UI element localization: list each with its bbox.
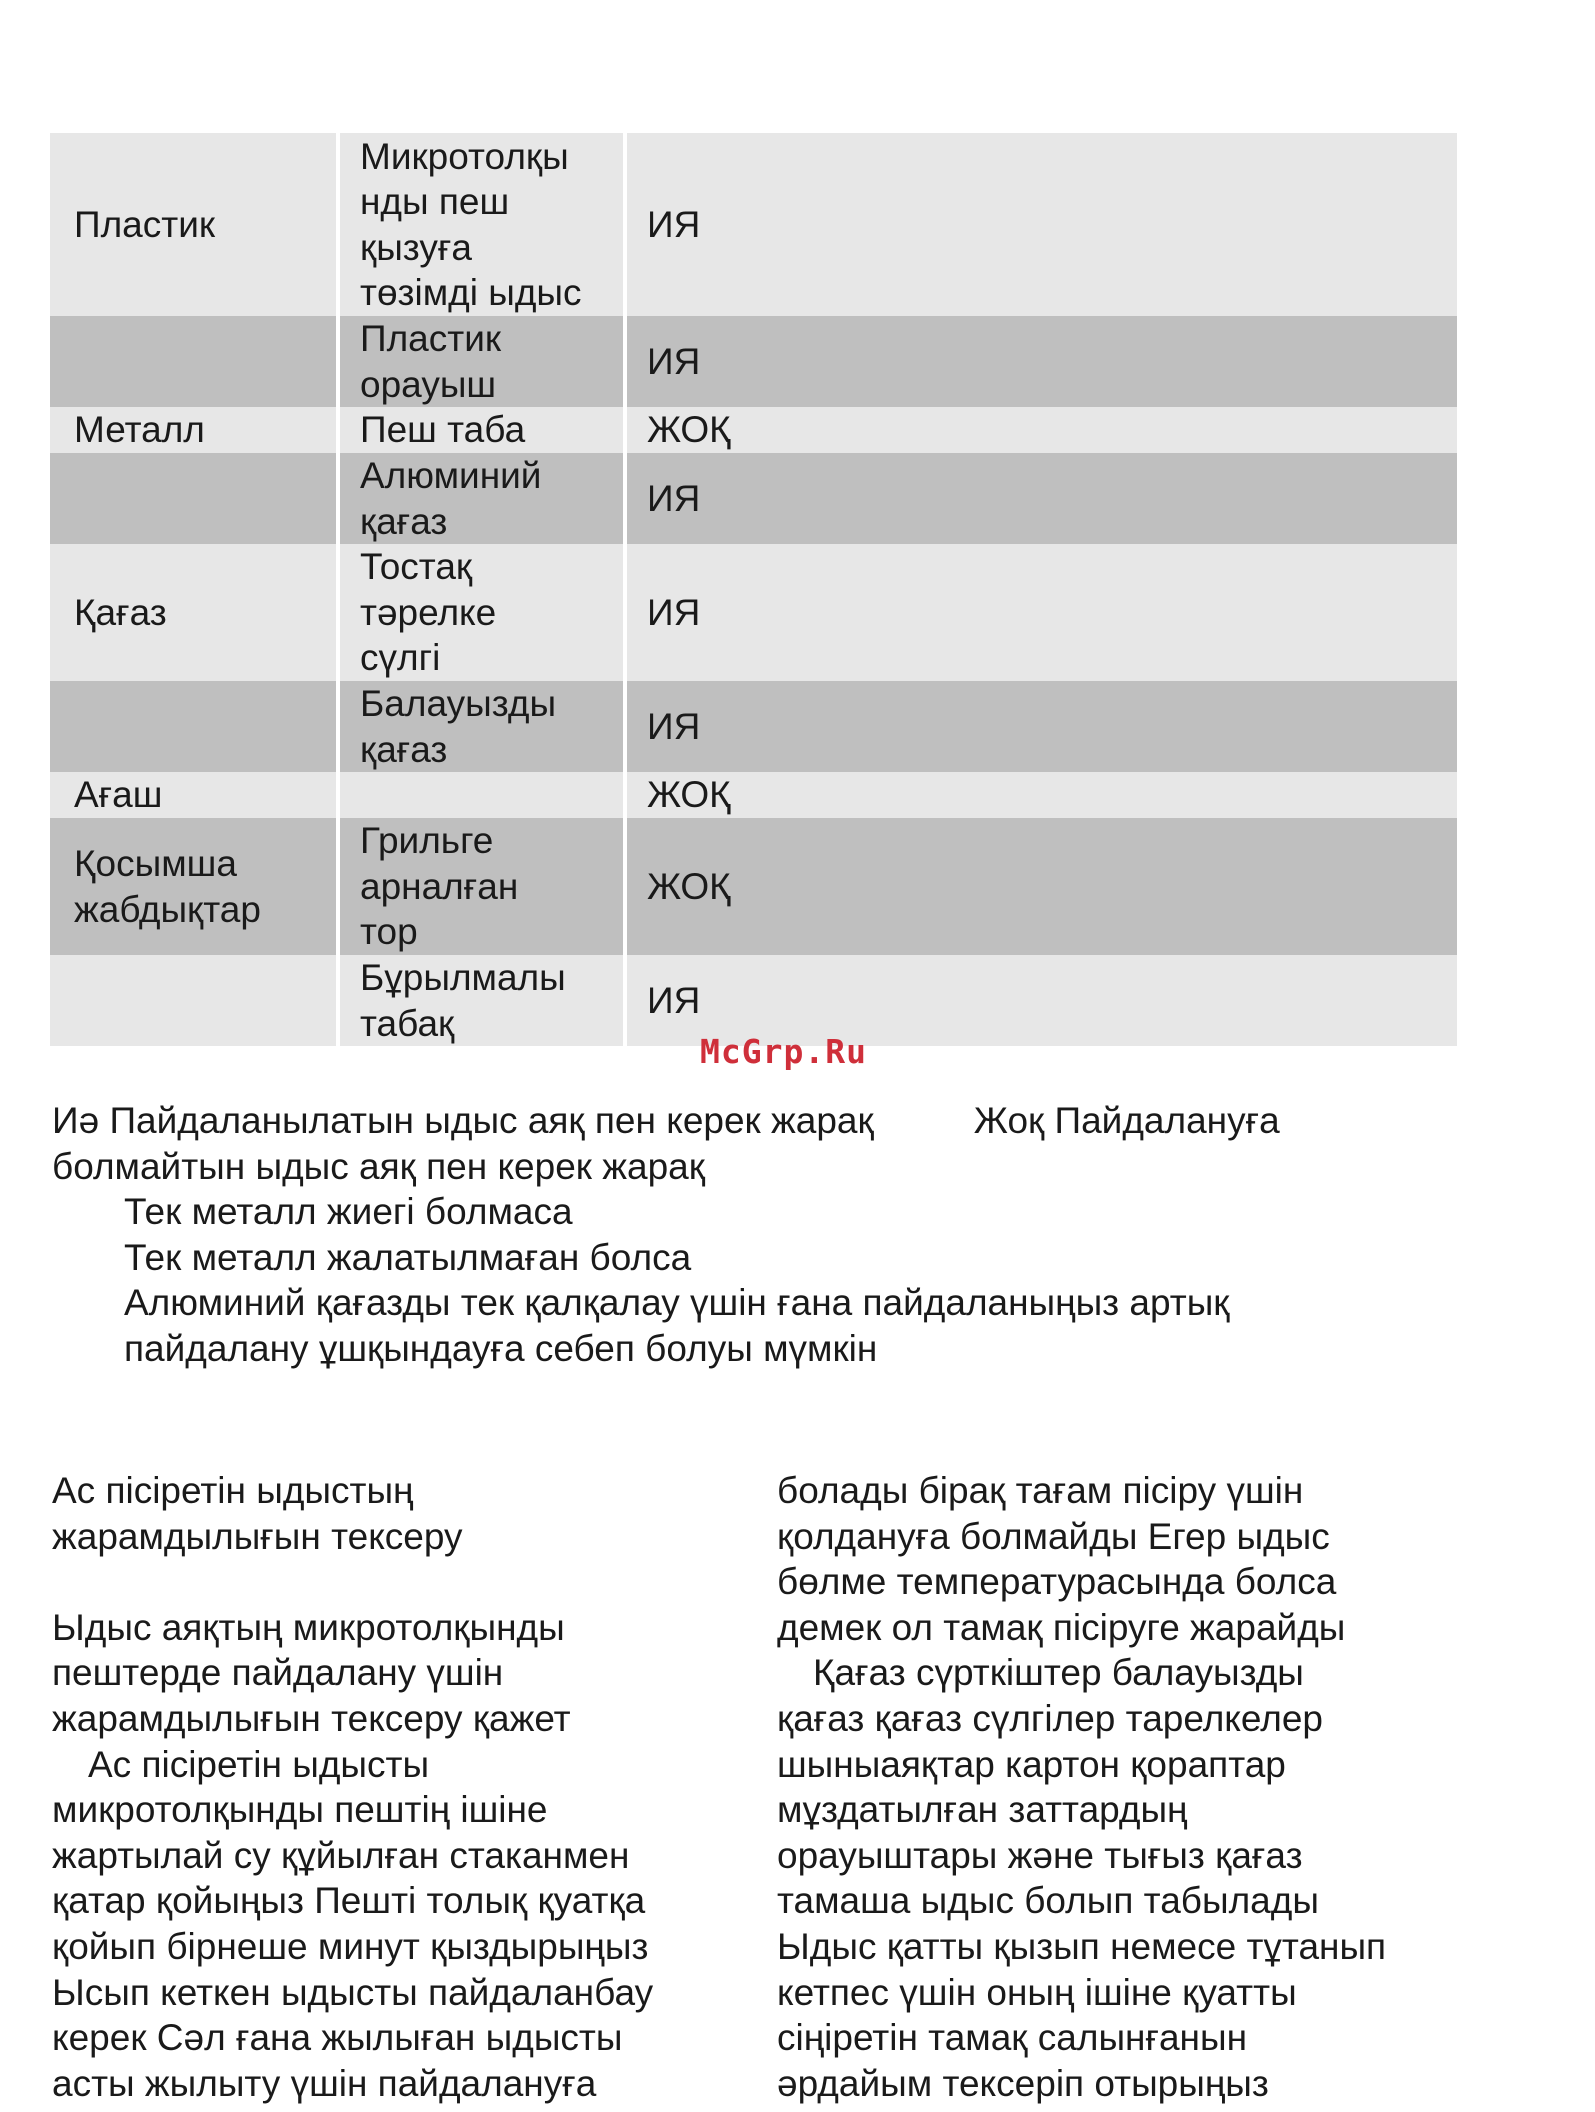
item-cell: Грильге арналған тор xyxy=(340,818,627,955)
item-cell: Пеш таба xyxy=(340,407,627,453)
material-cell: Металл xyxy=(50,407,340,453)
item-cell: Тостақ тәрелке сүлгі xyxy=(340,544,627,681)
paragraph-line: қатар қойыңыз Пешті толық қуатқа xyxy=(52,1880,646,1922)
paragraph-line: Ысып кеткен ыдысты пайдаланбау xyxy=(52,1971,654,2013)
paragraph-line: қолдануға болмайды Егер ыдыс xyxy=(777,1515,1330,1557)
paragraph-line: болады бірақ тағам пісіру үшін xyxy=(777,1470,1304,1511)
legend-no-text: Жоқ Пайдалануға xyxy=(973,1100,1280,1141)
paragraph-line: бөлме температурасында болса xyxy=(777,1561,1337,1603)
section-heading: жарамдылығын тексеру xyxy=(52,1515,463,1557)
table-row xyxy=(50,544,1457,681)
answer-cell: ЖОҚ xyxy=(627,772,1457,818)
material-cell xyxy=(50,681,340,772)
paragraph-line: демек ол тамақ пісіруге жарайды xyxy=(777,1606,1346,1648)
site-watermark: McGrp.Ru xyxy=(700,1032,867,1071)
legend-note: пайдалану ұшқындауға себеп болуы мүмкін xyxy=(124,1327,878,1369)
item-cell: Балауызды қағаз xyxy=(340,681,627,772)
paragraph-line: Ас пісіретін ыдысты xyxy=(88,1743,430,1785)
material-cell xyxy=(50,955,340,1046)
item-cell: Микротолқы нды пеш қызуға төзімді ыдыс xyxy=(340,133,627,316)
cookware-table xyxy=(50,133,1457,1046)
paragraph-line: кетпес үшін оның ішіне қуатты xyxy=(777,1971,1297,2013)
right-text-column xyxy=(777,1468,1477,2106)
legend-block xyxy=(52,1098,1452,1371)
item-cell: Алюминий қағаз xyxy=(340,453,627,544)
material-cell xyxy=(50,453,340,544)
item-cell xyxy=(340,772,627,818)
paragraph-line: Қағаз сүрткіштер балауызды xyxy=(813,1652,1304,1694)
paragraph-line: керек Сәл ғана жылыған ыдысты xyxy=(52,2017,623,2059)
legend-note: Алюминий қағазды тек қалқалау үшін ғана пайдаланыңыз артық xyxy=(124,1282,1230,1323)
paragraph-line: асты жылыту үшін пайдалануға xyxy=(52,2062,597,2104)
paragraph-line: сіңіретін тамақ салынғанын xyxy=(777,2017,1247,2059)
paragraph-line: Ыдыс аяқтың микротолқынды xyxy=(52,1606,565,1648)
item-cell: Пластик орауыш xyxy=(340,316,627,407)
legend-line xyxy=(52,1098,1452,1144)
legend-line: болмайтын ыдыс аяқ пен керек жарақ xyxy=(52,1145,705,1187)
answer-cell: ИЯ xyxy=(627,955,1457,1046)
left-text-column xyxy=(52,1468,732,2106)
table-row xyxy=(50,316,1457,407)
answer-cell: ИЯ xyxy=(627,544,1457,681)
table-row xyxy=(50,818,1457,955)
material-cell: Қосымша жабдықтар xyxy=(50,818,340,955)
legend-note: Тек металл жалатылмаған болса xyxy=(124,1236,692,1278)
answer-cell: ИЯ xyxy=(627,316,1457,407)
table-row xyxy=(50,133,1457,316)
material-cell xyxy=(50,316,340,407)
paragraph-line: микротолқынды пештің ішіне xyxy=(52,1789,548,1831)
answer-cell: ЖОҚ xyxy=(627,818,1457,955)
paragraph-line: қағаз қағаз сүлгілер тарелкелер xyxy=(777,1697,1323,1739)
paragraph-line: тамаша ыдыс болып табылады xyxy=(777,1880,1319,1922)
material-cell: Пластик xyxy=(50,133,340,316)
answer-cell: ИЯ xyxy=(627,133,1457,316)
answer-cell: ИЯ xyxy=(627,681,1457,772)
legend-yes-text: Иә Пайдаланылатын ыдыс аяқ пен керек жарақ xyxy=(52,1100,874,1141)
legend-note: Тек металл жиегі болмаса xyxy=(124,1191,573,1232)
paragraph-line: орауыштары және тығыз қағаз xyxy=(777,1834,1303,1876)
paragraph-line: қойып бірнеше минут қыздырыңыз xyxy=(52,1925,649,1967)
answer-cell: ЖОҚ xyxy=(627,407,1457,453)
paragraph-line: шыныаяқтар картон қораптар xyxy=(777,1743,1286,1785)
paragraph-line: Ыдыс қатты қызып немесе тұтанып xyxy=(777,1925,1387,1967)
item-cell: Бұрылмалы табақ xyxy=(340,955,627,1046)
table-row xyxy=(50,407,1457,453)
table-row xyxy=(50,453,1457,544)
answer-cell: ИЯ xyxy=(627,453,1457,544)
paragraph-line: пештерде пайдалану үшін xyxy=(52,1652,504,1694)
table-row xyxy=(50,772,1457,818)
paragraph-line: мұздатылған заттардың xyxy=(777,1789,1188,1831)
paragraph-line: әрдайым тексеріп отырыңыз xyxy=(777,2062,1269,2104)
table-row xyxy=(50,681,1457,772)
material-cell: Қағаз xyxy=(50,544,340,681)
paragraph-line: жарамдылығын тексеру қажет xyxy=(52,1697,571,1739)
section-heading: Ас пісіретін ыдыстың xyxy=(52,1470,414,1511)
paragraph-line: жартылай су құйылған стаканмен xyxy=(52,1834,630,1876)
material-cell: Ағаш xyxy=(50,772,340,818)
